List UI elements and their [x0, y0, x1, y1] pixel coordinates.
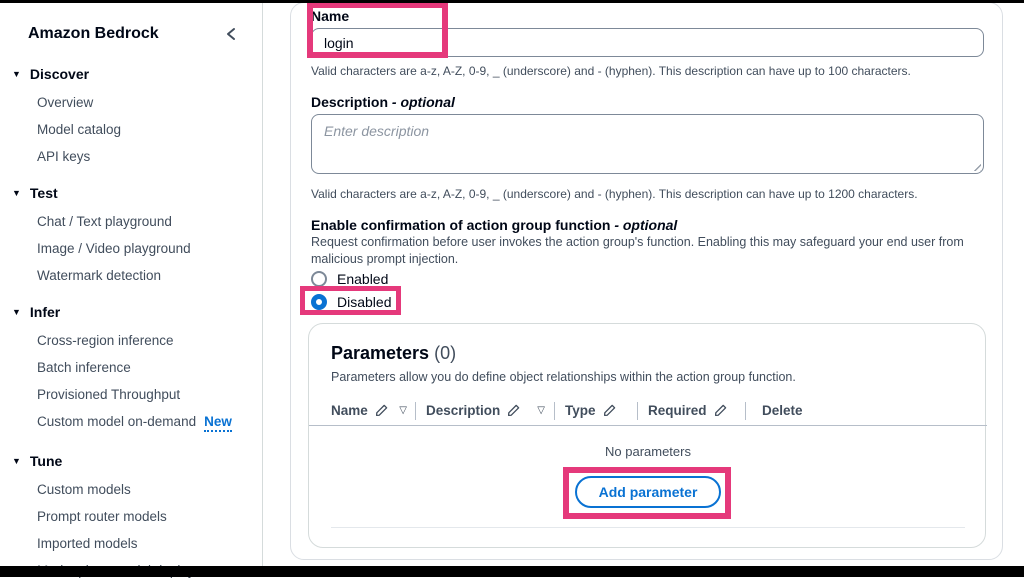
name-input[interactable]: [311, 28, 984, 57]
triangle-down-icon: ▼: [12, 69, 21, 79]
radio-circle-unselected[interactable]: [311, 271, 327, 287]
sidebar-item-provisioned-throughput[interactable]: Provisioned Throughput: [37, 387, 181, 402]
sidebar-section-header-infer[interactable]: ▼ Infer: [12, 304, 61, 320]
screen-bottom-edge: [0, 566, 1024, 577]
sidebar-collapse-button[interactable]: [220, 23, 242, 45]
column-divider: [745, 402, 746, 420]
parameters-count: (0): [434, 343, 457, 363]
sidebar-section-header-tune[interactable]: ▼ Tune: [12, 453, 63, 469]
sidebar-item-custom-model-on-demand[interactable]: Custom model on-demand New: [12, 415, 248, 432]
triangle-down-icon: ▼: [12, 456, 21, 466]
description-helper-text: Valid characters are a-z, A-Z, 0-9, _ (underscore) and - (hyphen). This description can have up to 1200 characters.: [311, 187, 918, 201]
sidebar-item-prompt-router-models[interactable]: Prompt router models: [37, 509, 167, 524]
screen-top-edge: [0, 0, 1024, 3]
description-textarea-wrap: [311, 114, 984, 174]
column-header-name[interactable]: Name ▽: [331, 403, 407, 418]
sidebar-section-discover: [12, 66, 248, 164]
parameters-description: Parameters allow you do define object relationships within the action group function.: [331, 370, 796, 384]
name-field-label: Name: [311, 8, 350, 24]
sidebar-divider: [262, 3, 263, 566]
column-header-required[interactable]: Required: [648, 403, 735, 418]
sidebar-item-custom-models[interactable]: Custom models: [37, 482, 131, 497]
filter-triangle-icon[interactable]: ▽: [537, 405, 545, 416]
triangle-down-icon: ▼: [12, 188, 21, 198]
edit-pencil-icon[interactable]: [714, 404, 727, 417]
sidebar-item-model-catalog[interactable]: Model catalog: [37, 122, 122, 137]
sidebar-section-header-discover[interactable]: ▼ Discover: [12, 66, 90, 82]
optional-suffix: - optional: [614, 217, 678, 233]
sidebar-section-header-test[interactable]: ▼ Test: [12, 185, 58, 201]
add-parameter-button[interactable]: Add parameter: [575, 476, 722, 508]
sidebar: [0, 3, 262, 566]
sidebar-item-batch-inference[interactable]: Batch inference: [37, 360, 131, 375]
radio-circle-selected[interactable]: [311, 294, 327, 310]
filter-triangle-icon[interactable]: ▽: [399, 405, 407, 416]
column-header-description[interactable]: Description ▽: [426, 403, 545, 418]
column-divider: [554, 402, 555, 420]
action-group-form-panel: [290, 2, 1003, 560]
parameters-title: Parameters (0): [331, 343, 457, 363]
radio-disabled[interactable]: Disabled: [311, 292, 391, 312]
chevron-left-icon: [225, 27, 237, 41]
sidebar-item-cross-region-inference[interactable]: Cross-region inference: [37, 333, 174, 348]
confirmation-description: Request confirmation before user invokes the action group's function. Enabling this may safeguard your end user from malicious prompt injection.: [311, 235, 964, 266]
new-badge[interactable]: New: [204, 415, 232, 432]
empty-state-text: No parameters: [605, 444, 691, 459]
card-bottom-divider: [331, 527, 965, 528]
confirmation-field-label: Enable confirmation of action group function - optional: [311, 217, 678, 233]
sidebar-section-tune: [12, 453, 248, 578]
edit-pencil-icon[interactable]: [603, 404, 616, 417]
column-header-delete: Delete: [762, 403, 803, 418]
edit-pencil-icon[interactable]: [375, 404, 388, 417]
radio-enabled[interactable]: Enabled: [311, 269, 388, 289]
sidebar-item-chat-text-playground[interactable]: Chat / Text playground: [37, 214, 172, 229]
name-helper-text: Valid characters are a-z, A-Z, 0-9, _ (underscore) and - (hyphen). This description can have up to 100 characters.: [311, 64, 911, 78]
column-divider: [637, 402, 638, 420]
edit-pencil-icon[interactable]: [507, 404, 520, 417]
app-title: Amazon Bedrock: [28, 25, 159, 42]
description-textarea[interactable]: [311, 114, 984, 174]
sidebar-item-watermark-detection[interactable]: Watermark detection: [37, 268, 162, 283]
sidebar-section-infer: [12, 304, 248, 432]
sidebar-item-api-keys[interactable]: API keys: [37, 149, 91, 164]
parameters-card: [308, 323, 986, 548]
description-field-label: Description - optional: [311, 94, 455, 110]
sidebar-item-imported-models[interactable]: Imported models: [37, 536, 138, 551]
sidebar-section-test: [12, 185, 248, 283]
parameters-table-header: [309, 396, 987, 426]
sidebar-item-overview[interactable]: Overview: [37, 95, 94, 110]
column-divider: [415, 402, 416, 420]
triangle-down-icon: ▼: [12, 307, 21, 317]
column-header-type[interactable]: Type: [565, 403, 627, 418]
sidebar-item-image-video-playground[interactable]: Image / Video playground: [37, 241, 191, 256]
optional-suffix: - optional: [391, 94, 455, 110]
